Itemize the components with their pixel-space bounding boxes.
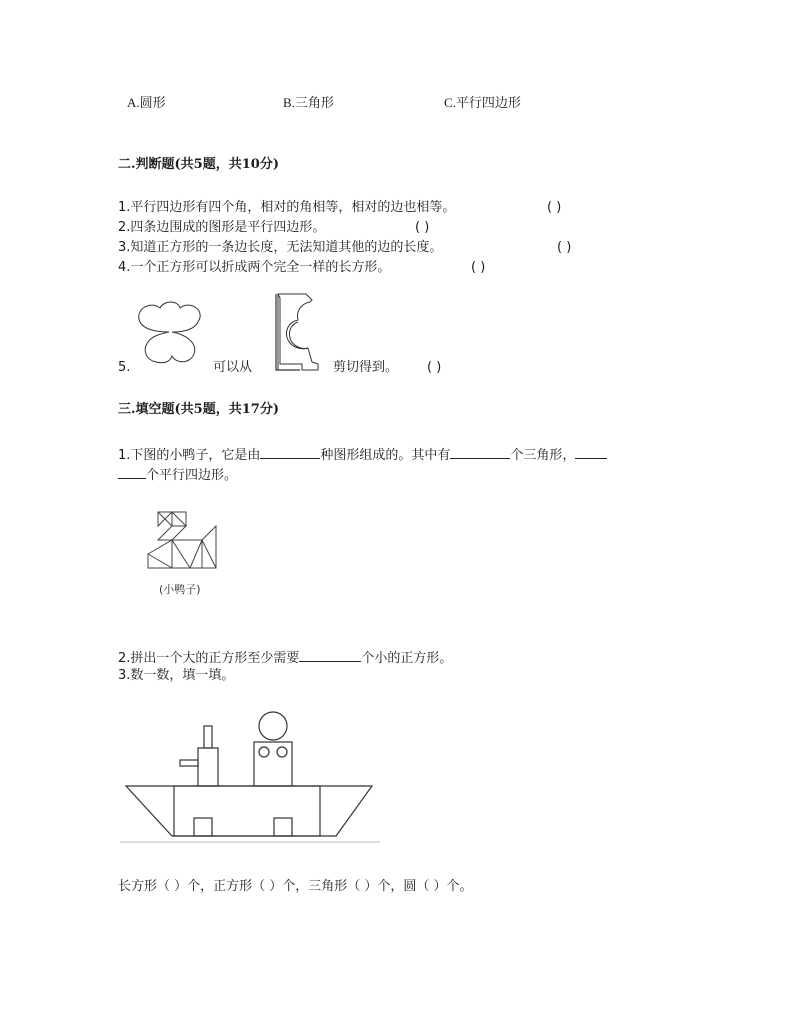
section-2-title: 二.判断题(共5题，共10分) xyxy=(118,157,279,172)
fill-q1-line1 xyxy=(118,445,607,464)
fill-q1-text-a: 1.下图的小鸭子，它是由 xyxy=(118,448,261,463)
judge-q2-answer[interactable]: ( ) xyxy=(415,220,430,235)
judge-q5-mid: 可以从 xyxy=(213,360,253,375)
judge-q5-end: 剪切得到。 xyxy=(333,360,399,375)
judge-q1-answer[interactable]: ( ) xyxy=(547,200,562,215)
folded-paper-figure xyxy=(266,292,324,374)
fill-q1-text-c: 个三角形， xyxy=(510,448,576,463)
fill-q1-line2 xyxy=(118,465,237,484)
fill-q2-blank[interactable] xyxy=(299,648,361,662)
judge-q5-answer[interactable]: ( ) xyxy=(427,360,442,375)
fill-q1-blank-1[interactable] xyxy=(260,445,320,459)
section-3-title: 三.填空题(共5题，共17分) xyxy=(118,402,279,417)
fill-q3-title: 3.数一数，填一填。 xyxy=(118,668,235,683)
option-b: B.三角形 xyxy=(283,95,334,110)
fill-q3-count-line: 长方形（ ）个，正方形（ ）个，三角形（ ）个，圆（ ）个。 xyxy=(118,879,473,894)
judge-q3: 3.知道正方形的一条边长度，无法知道其他的边的长度。 xyxy=(118,240,443,255)
option-a: A.圆形 xyxy=(127,95,166,110)
clover-shape-figure xyxy=(128,302,210,366)
judge-q3-answer[interactable]: ( ) xyxy=(557,240,572,255)
duck-tangram-figure xyxy=(146,508,220,572)
option-c: C.平行四边形 xyxy=(444,95,521,110)
fill-q1-blank-3a[interactable] xyxy=(575,445,607,459)
judge-q5-number: 5. xyxy=(118,360,131,375)
judge-q4: 4.一个正方形可以折成两个完全一样的长方形。 xyxy=(118,260,391,275)
judge-q4-answer[interactable]: ( ) xyxy=(471,260,486,275)
duck-caption: (小鸭子) xyxy=(159,583,201,596)
fill-q1-blank-3b[interactable] xyxy=(118,465,146,479)
judge-q1: 1.平行四边形有四个角，相对的角相等，相对的边也相等。 xyxy=(118,200,456,215)
fill-q1-text-d: 个平行四边形。 xyxy=(146,468,238,483)
fill-q2-text-b: 个小的正方形。 xyxy=(361,651,453,666)
fill-q2-line xyxy=(118,648,452,667)
fill-q1-text-b: 种图形组成的。其中有 xyxy=(320,448,451,463)
fill-q2-text-a: 2.拼出一个大的正方形至少需要 xyxy=(118,651,300,666)
boat-shapes-figure xyxy=(118,708,386,848)
judge-q2: 2.四条边围成的图形是平行四边形。 xyxy=(118,220,326,235)
fill-q1-blank-2[interactable] xyxy=(450,445,510,459)
